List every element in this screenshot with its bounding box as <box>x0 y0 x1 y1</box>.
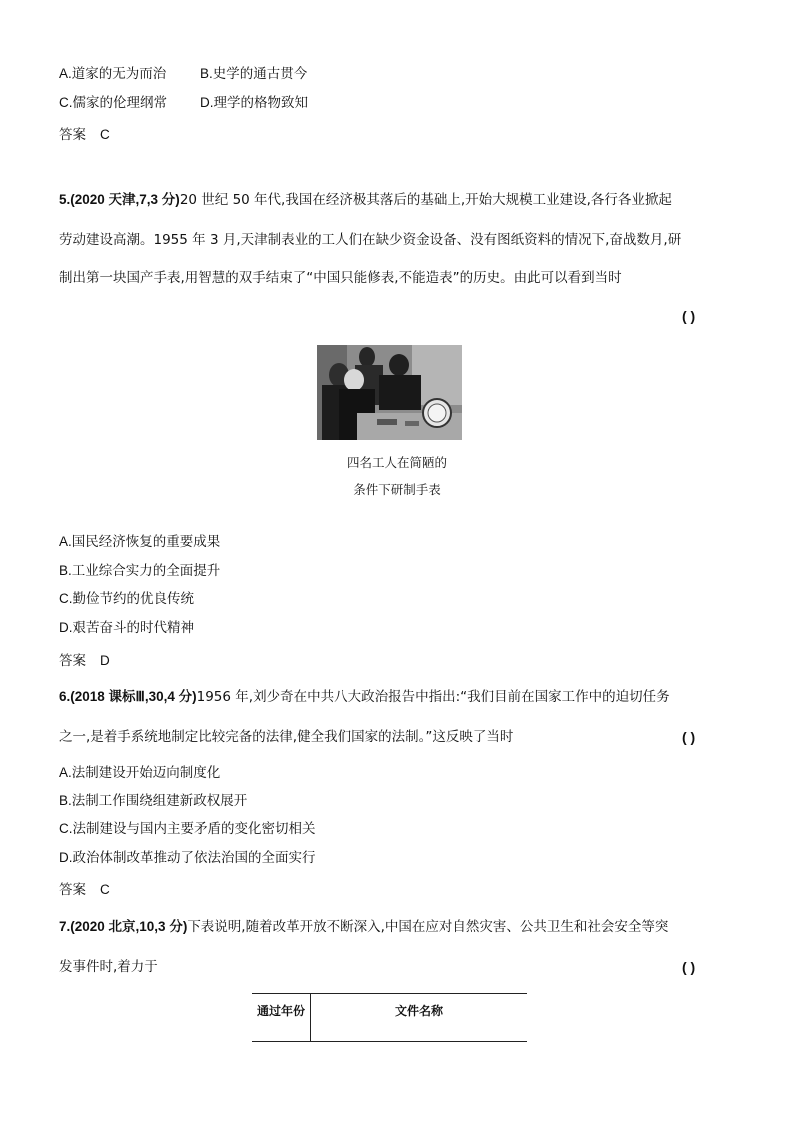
q6-line-1: 6.(2018 课标Ⅲ,30,4 分)1956 年,刘少奇在中共八大政治报告中指出:“我们目前在国家工作中的迫切任务 <box>59 689 670 705</box>
q6-answer: 答案 C <box>59 882 110 898</box>
answer-parentheses: ( ) <box>682 959 696 975</box>
photo-caption-line-2: 条件下研制手表 <box>353 482 441 497</box>
q6-option-a: A.法制建设开始迈向制度化 <box>59 765 221 781</box>
answer-parentheses: ( ) <box>682 729 696 745</box>
q7-line-2: 发事件时,着力于 <box>59 959 158 975</box>
table-header-year: 通过年份 <box>252 994 311 1042</box>
q6-line-2: 之一,是着手系统地制定比较完备的法律,健全我们国家的法制。”这反映了当时 <box>59 729 514 745</box>
q6-option-d: D.政治体制改革推动了依法治国的全面实行 <box>59 850 316 866</box>
q5-line-1: 5.(2020 天津,7,3 分)20 世纪 50 年代,我国在经济极其落后的基础上,开始大规模工业建设,各行各业掀起 <box>59 192 672 208</box>
option-d: D.理学的格物致知 <box>200 95 308 111</box>
photo-caption-line-1: 四名工人在简陋的 <box>346 455 447 470</box>
q5-answer: 答案 D <box>59 653 110 669</box>
option-b: B.史学的通古贯今 <box>200 66 308 82</box>
q5-option-d: D.艰苦奋斗的时代精神 <box>59 620 194 636</box>
answer-line: 答案 C <box>59 127 110 143</box>
q5-line-3: 制出第一块国产手表,用智慧的双手结束了“中国只能修表,不能造表”的历史。由此可以看到当时 <box>59 270 622 286</box>
q5-option-c: C.勤俭节约的优良传统 <box>59 591 194 607</box>
option-a: A.道家的无为而治 <box>59 66 167 82</box>
q6-option-c: C.法制建设与国内主要矛盾的变化密切相关 <box>59 821 316 837</box>
q5-option-a: A.国民经济恢复的重要成果 <box>59 534 221 550</box>
q5-option-b: B.工业综合实力的全面提升 <box>59 563 221 579</box>
option-c: C.儒家的伦理纲常 <box>59 95 167 111</box>
q6-option-b: B.法制工作围绕组建新政权展开 <box>59 793 248 809</box>
q5-line-2: 劳动建设高潮。1955 年 3 月,天津制表业的工人们在缺少资金设备、没有图纸资料的情况下,奋战数月,研 <box>59 232 682 248</box>
q7-line-1: 7.(2020 北京,10,3 分)下表说明,随着改革开放不断深入,中国在应对自然灾害、公共卫生和社会安全等突 <box>59 919 669 935</box>
table-header-row <box>252 994 527 1042</box>
table-header-document: 文件名称 <box>394 1004 443 1018</box>
workers-photo <box>317 345 462 440</box>
answer-parentheses: ( ) <box>682 308 696 324</box>
documents-table <box>252 993 527 1042</box>
